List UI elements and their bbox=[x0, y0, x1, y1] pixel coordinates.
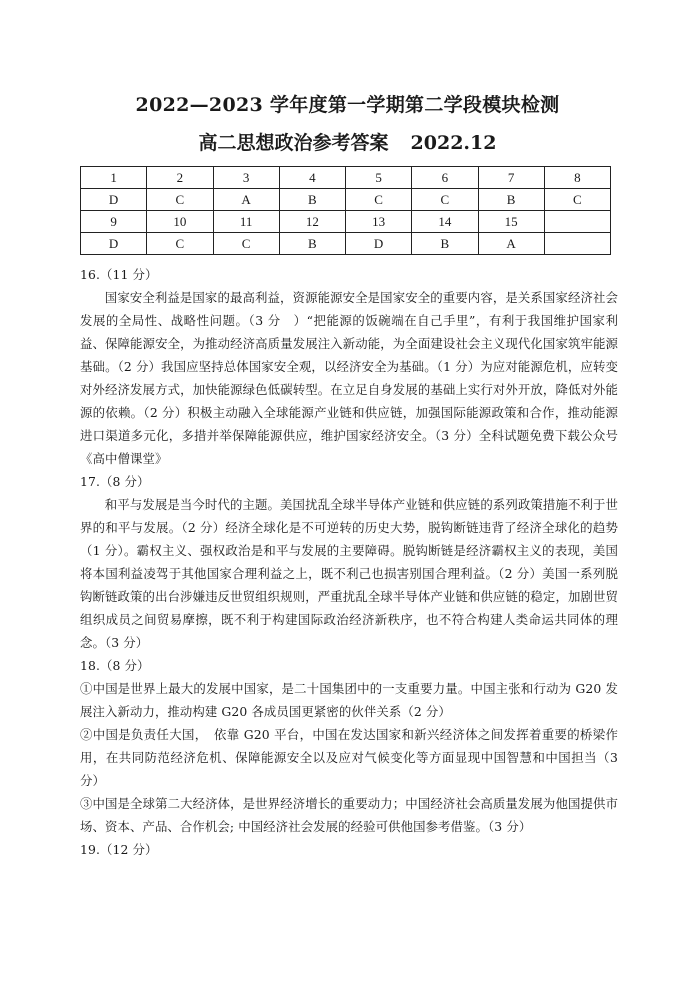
question-number-cell: 15 bbox=[478, 211, 544, 233]
question-number-cell: 2 bbox=[147, 167, 213, 189]
question-number-cell: 10 bbox=[147, 211, 213, 233]
document-title: 2022—2023 学年度第一学期第二学段模块检测 bbox=[135, 94, 560, 116]
answer-point: ③中国是全球第二大经济体，是世界经济增长的重要动力；中国经济社会高质量发展为他国提供市场、资本、产品、合作机会; 中国经济社会发展的经验可供他国参考借鉴。（3 分） bbox=[80, 796, 618, 834]
document-subtitle bbox=[0, 128, 695, 155]
answer-point: ①中国是世界上最大的发展中国家，是二十国集团中的一支重要力量。中国主张和行动为 G20 发展注入新动力，推动构建 G20 各成员国更紧密的伙伴关系（2 分） bbox=[80, 681, 618, 719]
question-number-cell: 9 bbox=[81, 211, 147, 233]
question-number-cell: 13 bbox=[346, 211, 412, 233]
question-18 bbox=[80, 654, 618, 838]
answer-cell: C bbox=[412, 189, 478, 211]
answer-cell: D bbox=[81, 189, 147, 211]
answer-cell: B bbox=[279, 189, 345, 211]
answer-content bbox=[80, 263, 618, 861]
subtitle-date: 2022.12 bbox=[410, 132, 497, 154]
answer-paragraph: 国家安全利益是国家的最高利益，资源能源安全是国家安全的重要内容，是关系国家经济社会发展的全局性、战略性问题。（3 分 ）“把能源的饭碗端在自己手里”，有利于我国维护国家利益、保障能源安全，为推动经济高质量发展注入新动能，为全面建设社会主义现代化国家筑牢能源基础。（2 分）我国应坚持总体国家安全观，以经济安全为基础。（1 分）为应对能源危机，应转变对外经济发展方式，加快能源绿色低碳转型。在立足自身发展的基础上实行对外开放，降低对外能源的依赖。（2 分）积极主动融入全球能源产业链和供应链，加强国际能源政策和合作，推动能源进口渠道多元化，多措并举保障能源供应，维护国家经济安全。（3 分）全科试题免费下载公众号《高中僧课堂》 bbox=[80, 290, 618, 466]
answer-cell: C bbox=[147, 233, 213, 255]
question-number-cell: 8 bbox=[544, 167, 610, 189]
question-19 bbox=[80, 838, 618, 861]
answer-cell: C bbox=[147, 189, 213, 211]
question-heading: 17.（8 分） bbox=[80, 474, 150, 489]
answer-cell: A bbox=[478, 233, 544, 255]
subtitle-text: 高二思想政治参考答案 bbox=[198, 132, 389, 154]
answer-key-table bbox=[80, 166, 611, 255]
question-number-cell: 12 bbox=[279, 211, 345, 233]
question-number-cell bbox=[544, 211, 610, 233]
question-heading: 18.（8 分） bbox=[80, 658, 150, 673]
question-number-cell: 1 bbox=[81, 167, 147, 189]
answer-cell: C bbox=[213, 233, 279, 255]
answer-cell: A bbox=[213, 189, 279, 211]
question-number-cell: 14 bbox=[412, 211, 478, 233]
answer-cell: C bbox=[346, 189, 412, 211]
question-number-cell: 4 bbox=[279, 167, 345, 189]
question-number-row bbox=[81, 211, 611, 233]
answer-paragraph: 和平与发展是当今时代的主题。美国扰乱全球半导体产业链和供应链的系列政策措施不利于世界的和平与发展。（2 分）经济全球化是不可逆转的历史大势，脱钩断链违背了经济全球化的趋势（1 分）。霸权主义、强权政治是和平与发展的主要障碍。脱钩断链是经济霸权主义的表现，美国将本国利益凌驾于其他国家合理利益之上，既不利己也损害别国合理利益。（2 分）美国一系列脱钩断链政策的出台涉嫌违反世贸组织规则，严重扰乱全球半导体产业链和供应链的稳定，加剧世贸组织成员之间贸易摩擦，既不利于构建国际政治经济新秩序，也不符合构建人类命运共同体的理念。（3 分） bbox=[80, 497, 618, 650]
question-heading: 19.（12 分） bbox=[80, 842, 158, 857]
answer-letter-row bbox=[81, 233, 611, 255]
question-16 bbox=[80, 263, 618, 470]
answer-cell: C bbox=[544, 189, 610, 211]
answer-cell: D bbox=[81, 233, 147, 255]
answer-cell: B bbox=[412, 233, 478, 255]
answer-letter-row bbox=[81, 189, 611, 211]
question-heading: 16.（11 分） bbox=[80, 267, 158, 282]
answer-cell: B bbox=[478, 189, 544, 211]
question-17 bbox=[80, 470, 618, 654]
answer-cell bbox=[544, 233, 610, 255]
question-number-cell: 3 bbox=[213, 167, 279, 189]
answer-cell: D bbox=[346, 233, 412, 255]
answer-point: ②中国是负责任大国， 依靠 G20 平台，中国在发达国家和新兴经济体之间发挥着重要的桥梁作用，在共同防范经济危机、保障能源安全以及应对气候变化等方面显现中国智慧和中国担当（3 分） bbox=[80, 727, 618, 788]
question-number-cell: 6 bbox=[412, 167, 478, 189]
answer-cell: B bbox=[279, 233, 345, 255]
question-number-cell: 5 bbox=[346, 167, 412, 189]
question-number-cell: 7 bbox=[478, 167, 544, 189]
question-number-row bbox=[81, 167, 611, 189]
question-number-cell: 11 bbox=[213, 211, 279, 233]
